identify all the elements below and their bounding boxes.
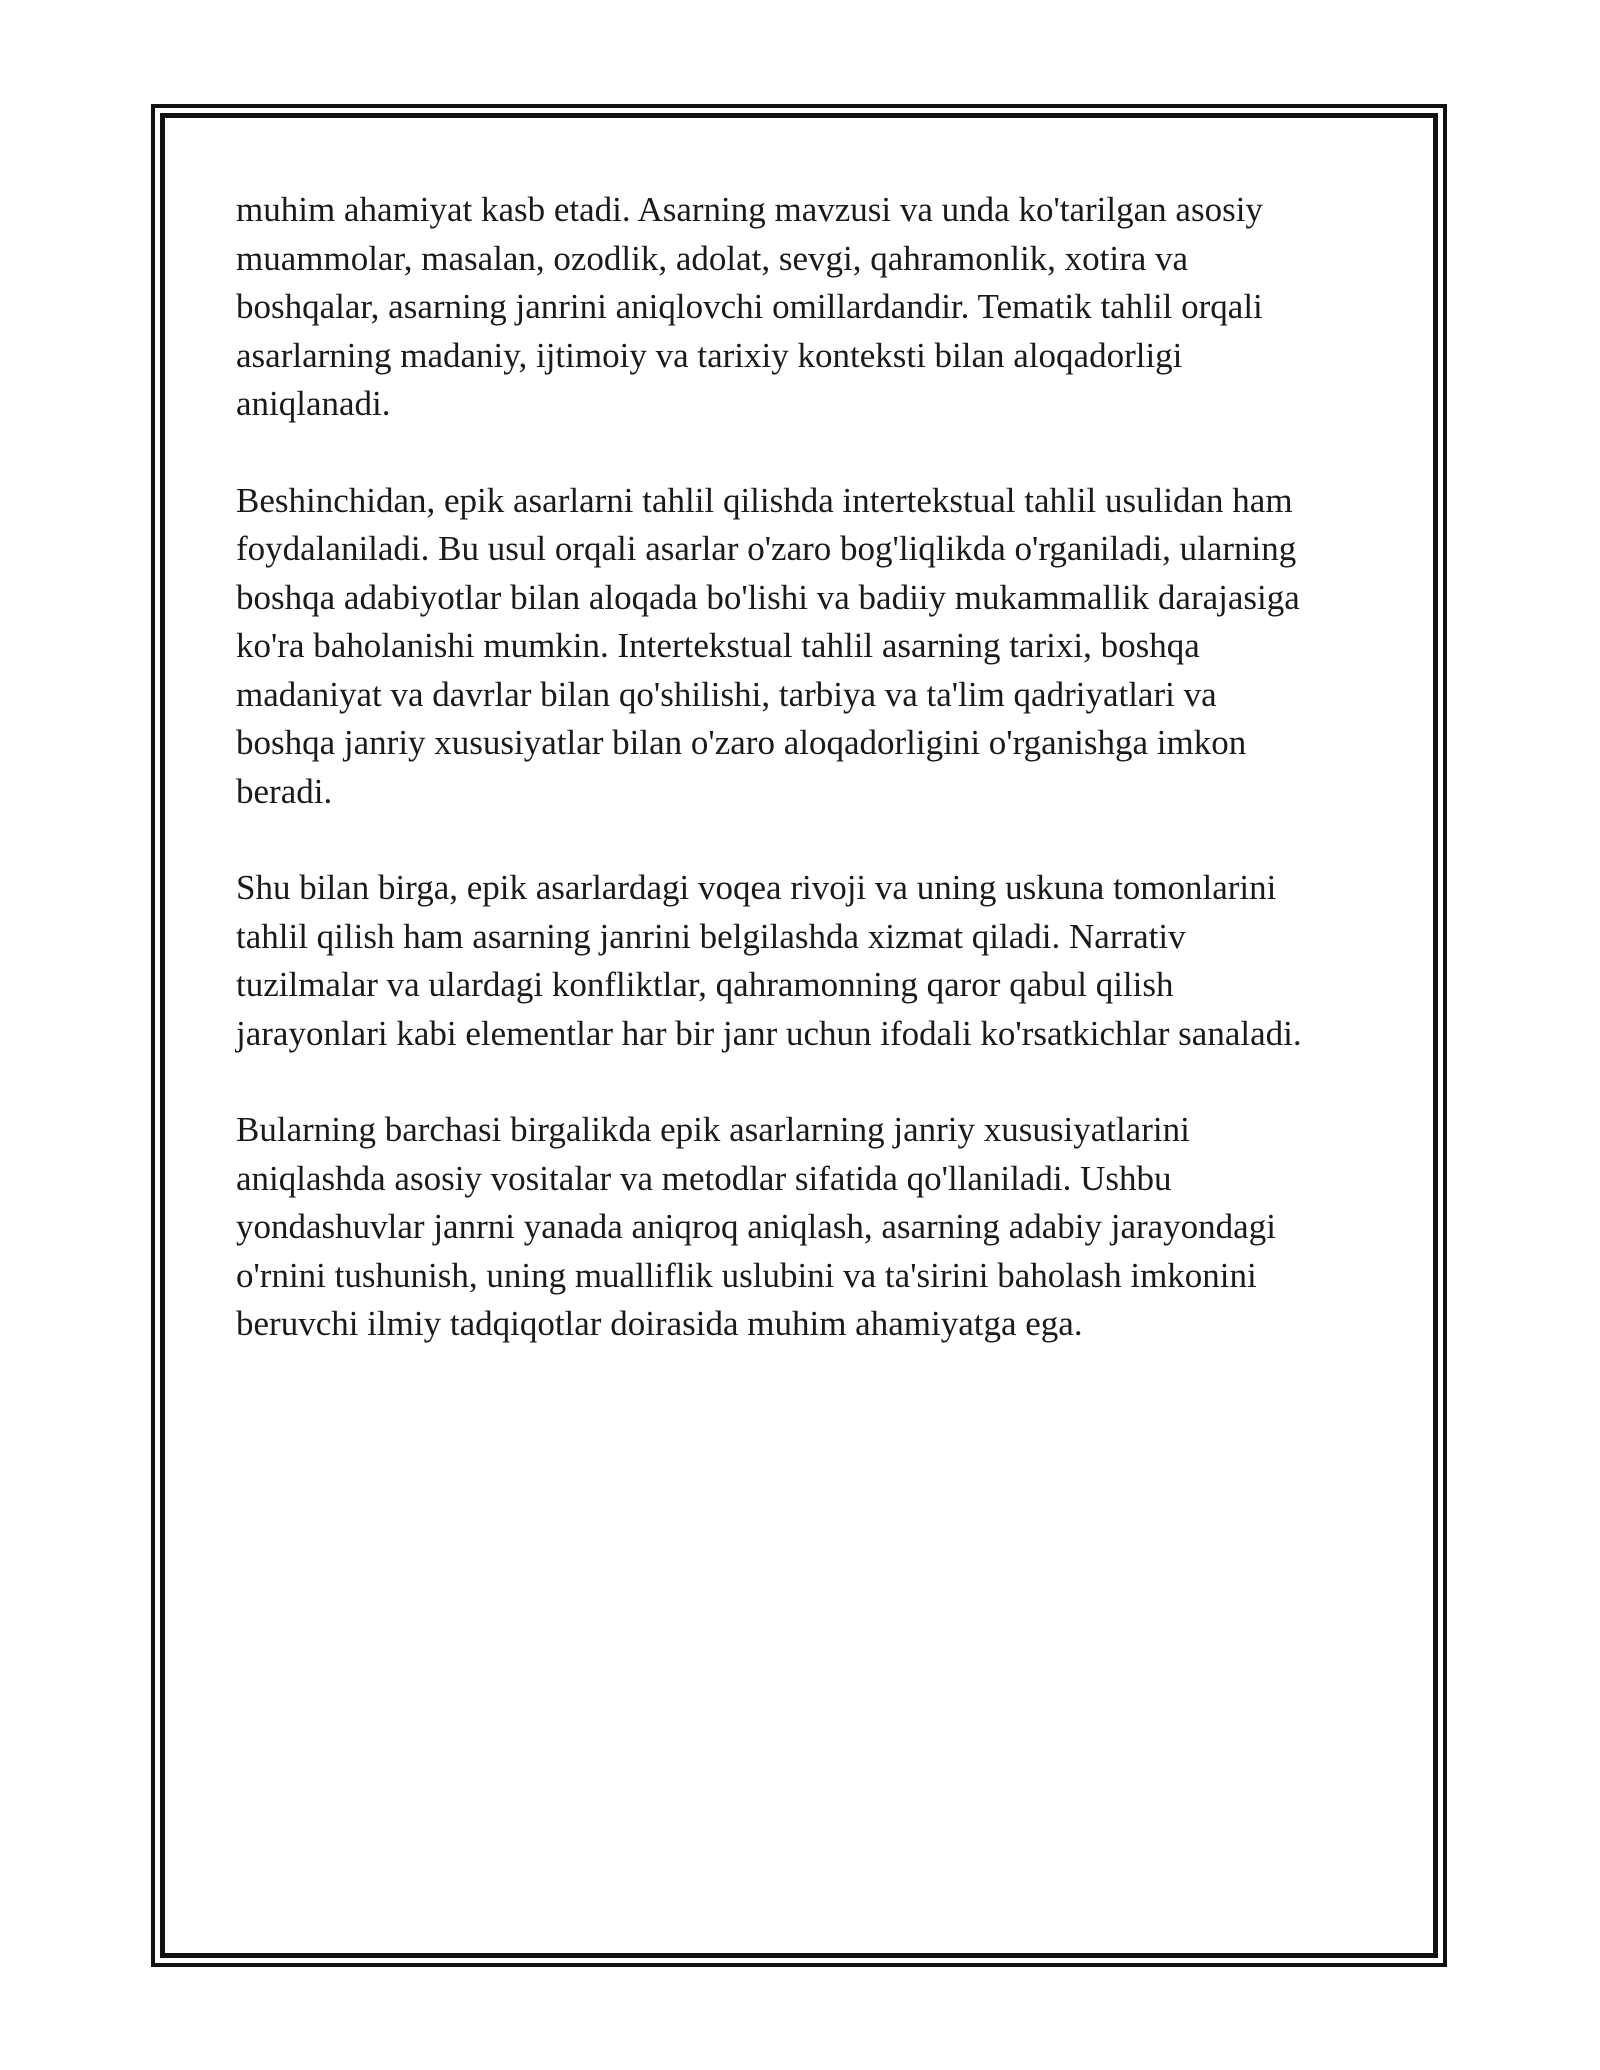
paragraph-intertextual-analysis: Beshinchidan, epik asarlarni tahlil qilishda intertekstual tahlil usulidan ham foydalaniladi. Bu usul orqali asarlar o'zaro bog'liqlikda o'rganiladi, ularning boshqa adabiyotlar bilan aloqada bo'lishi va badiiy mukammallik darajasiga ko'ra baholanishi mumkin. Intertekstual tahlil asarning tarixi, boshqa madaniyat va davrlar bilan qo'shilishi, tarbiya va ta'lim qadriyatlari va boshqa janriy xususiyatlar bilan o'zaro aloqadorligini o'rganishga imkon beradi. <box>236 480 1300 811</box>
page-body <box>236 186 1366 1397</box>
paragraph-narrative-analysis: Shu bilan birga, epik asarlardagi voqea rivoji va uning uskuna tomonlarini tahlil qilish ham asarning janrini belgilashda xizmat qiladi. Narrativ tuzilmalar va ulardagi konfliktlar, qahramonning qaror qabul qilish jarayonlari kabi elementlar har bir janr uchun ifodali ko'rsatkichlar sanaladi. <box>236 868 1302 1053</box>
paragraph-thematic-analysis: muhim ahamiyat kasb etadi. Asarning mavzusi va unda ko'tarilgan asosiy muammolar, masalan, ozodlik, adolat, sevgi, qahramonlik, xotira va boshqalar, asarning janrini aniqlovchi omillardandir. Tematik tahlil orqali asarlarning madaniy, ijtimoiy va tarixiy konteksti bilan aloqadorligi aniqlanadi. <box>236 190 1263 423</box>
paragraph-conclusion: Bularning barchasi birgalikda epik asarlarning janriy xususiyatlarini aniqlashda asosiy vositalar va metodlar sifatida qo'llaniladi. Ushbu yondashuvlar janrni yanada aniqroq aniqlash, asarning adabiy jarayondagi o'rnini tushunish, uning mualliflik uslubini va ta'sirini baholash imkonini beruvchi ilmiy tadqiqotlar doirasida muhim ahamiyatga ega. <box>236 1110 1276 1343</box>
